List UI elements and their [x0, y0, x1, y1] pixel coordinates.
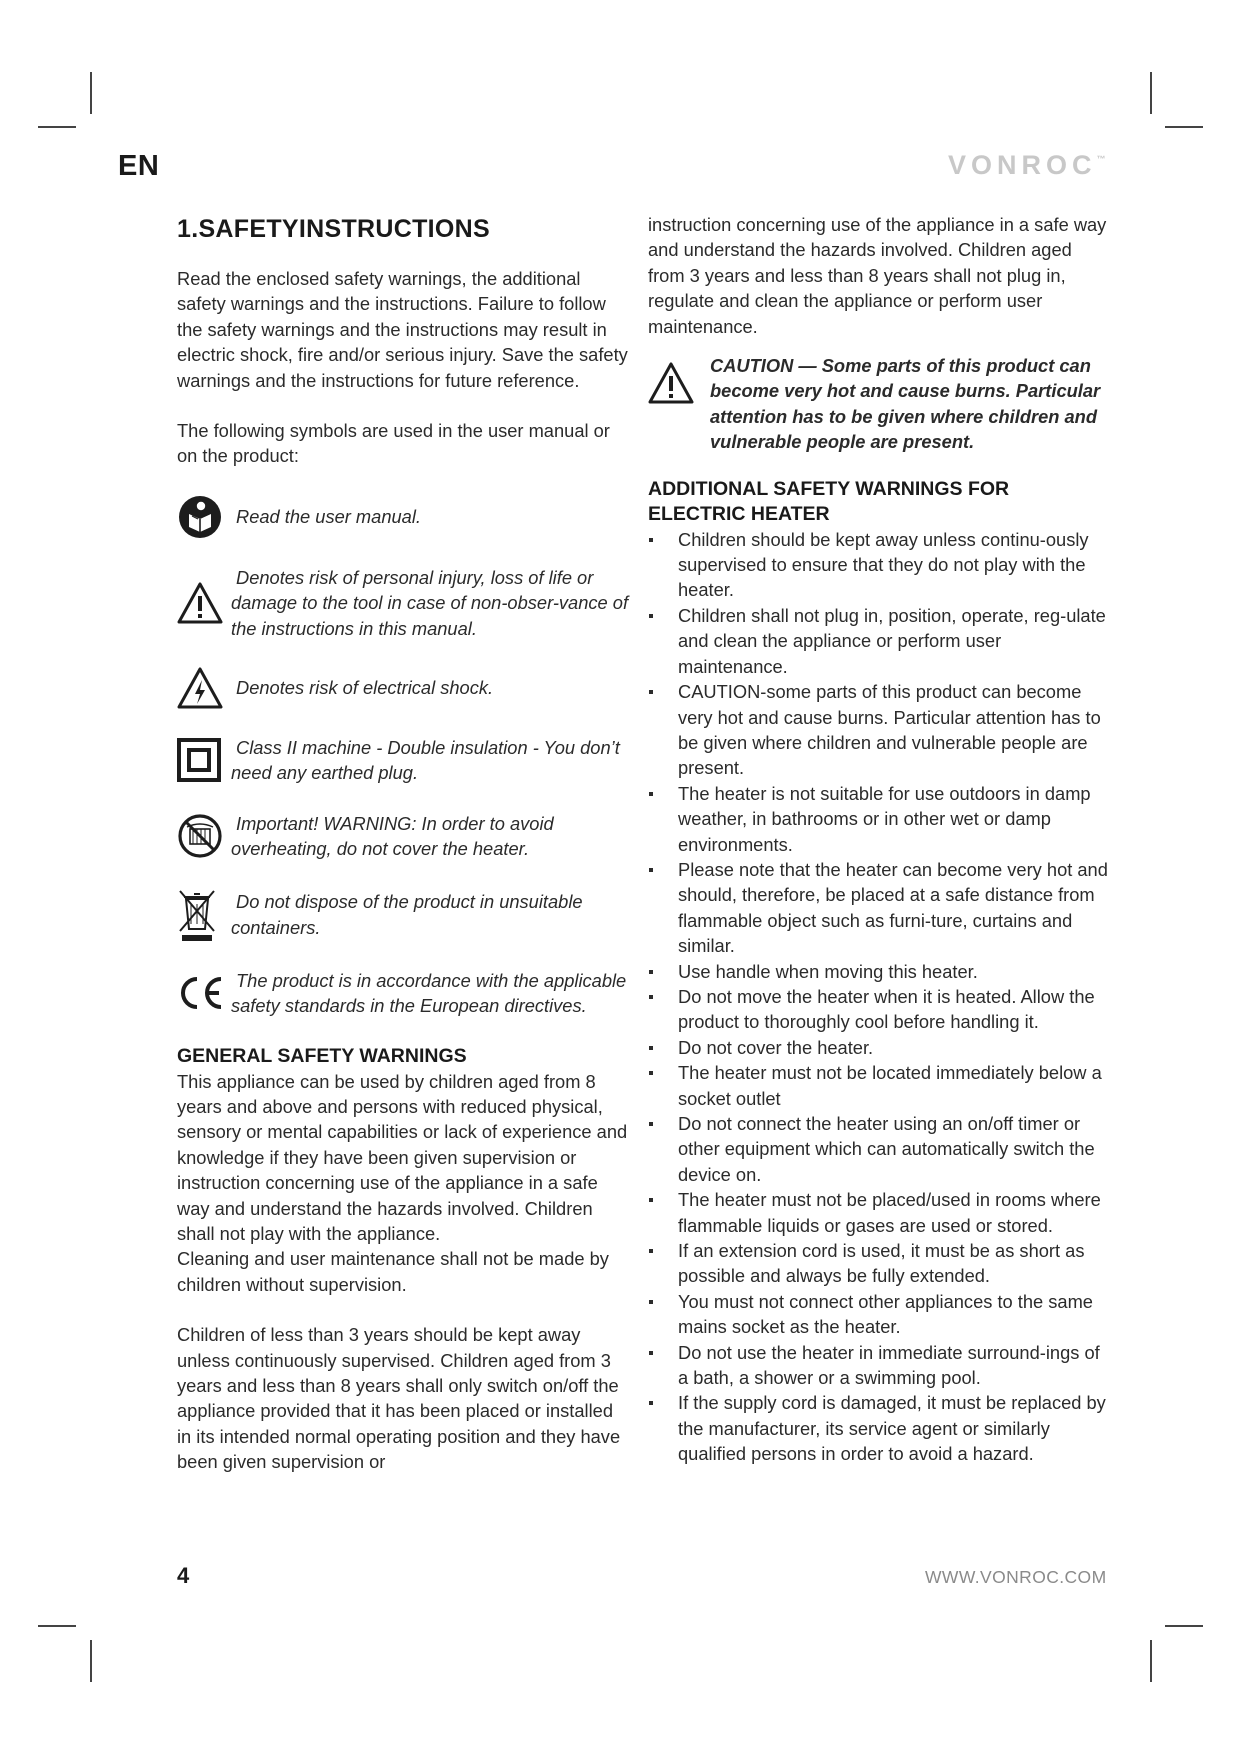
intro-paragraph: Read the enclosed safety warnings, the additional safety warnings and the instructions. Failure to follow the safety warnings and the instructions may result in electric shock, fire and/or serious injury. Save the safety warnings and the instructions for future reference.	[177, 268, 628, 391]
list-item: Children should be kept away unless continu-ously supervised to ensure that they do not play with the heater.	[648, 527, 1108, 603]
read-manual-icon	[177, 494, 223, 540]
symbol-text: Read the user manual.	[236, 506, 421, 528]
crop-mark	[38, 1625, 76, 1627]
class-ii-icon	[177, 738, 221, 782]
list-item: Do not connect the heater using an on/off timer or other equipment which can automatically switch the device on.	[648, 1111, 1108, 1187]
crop-mark	[90, 1640, 92, 1682]
symbol-text: The product is in accordance with the applicable safety standards in the European directives.	[231, 969, 627, 1017]
list-item: Children shall not plug in, position, operate, reg-ulate and clean the appliance or perform user maintenance.	[648, 603, 1108, 679]
symbol-row	[177, 811, 632, 862]
ce-mark-icon	[177, 975, 225, 1011]
continued-paragraph: instruction concerning use of the appliance in a safe way and understand the hazards involved. Children aged from 3 years and less than 8 years shall not plug in, regulate and clean the appliance or perform user maintenance.	[648, 214, 1107, 337]
list-item: If an extension cord is used, it must be as short as possible and always be fully extended.	[648, 1238, 1108, 1289]
caution-text: CAUTION — Some parts of this product can become very hot and cause burns. Particular attention has to be given where children and vulnerable people are present.	[710, 355, 1101, 453]
left-column	[177, 212, 632, 1475]
general-heading: GENERAL SAFETY WARNINGS	[177, 1044, 467, 1067]
electric-shock-icon	[177, 666, 223, 710]
page-number: 4	[177, 1563, 190, 1588]
list-item: The heater is not suitable for use outdoors in damp weather, in bathrooms or in other wet or damp environments.	[648, 781, 1108, 857]
website-link[interactable]: WWW.VONROC.COM	[925, 1567, 1107, 1587]
symbol-row	[177, 735, 632, 786]
symbol-text: Do not dispose of the product in unsuitable containers.	[231, 891, 583, 938]
symbols-intro: The following symbols are used in the user manual or on the product:	[177, 420, 610, 467]
crop-mark	[1165, 1625, 1203, 1627]
symbol-row	[177, 968, 632, 1019]
language-code: EN	[118, 150, 160, 182]
symbol-row	[177, 887, 632, 943]
brand-logo: VONROC™	[948, 150, 1106, 180]
symbol-text: Class II machine - Double insulation - You don’t need any earthed plug.	[231, 737, 620, 784]
symbol-row	[177, 494, 632, 540]
crop-mark	[1150, 1640, 1152, 1682]
list-item: Do not move the heater when it is heated. Allow the product to thoroughly cool before handling it.	[648, 984, 1108, 1035]
list-item: Use handle when moving this heater.	[648, 959, 1108, 984]
list-item: Do not use the heater in immediate surround-ings of a bath, a shower or a swimming pool.	[648, 1340, 1108, 1391]
crop-mark	[38, 126, 76, 128]
list-item: Please note that the heater can become very hot and should, therefore, be placed at a safe distance from flammable object such as furni-ture, curtains and similar.	[648, 857, 1108, 959]
additional-warnings-list	[648, 527, 1108, 1467]
crop-mark	[1150, 72, 1152, 114]
symbol-row	[177, 565, 632, 641]
right-column	[648, 212, 1108, 1467]
list-item: The heater must not be placed/used in rooms where flammable liquids or gases are used or stored.	[648, 1187, 1108, 1238]
symbol-text: Important! WARNING: In order to avoid overheating, do not cover the heater.	[231, 812, 554, 860]
list-item: Do not cover the heater.	[648, 1035, 1108, 1060]
list-item: If the supply cord is damaged, it must be replaced by the manufacturer, its service agent or similarly qualified persons in order to avoid a hazard.	[648, 1390, 1108, 1466]
do-not-cover-icon	[177, 813, 223, 859]
warning-triangle-icon	[177, 581, 223, 625]
symbol-text: Denotes risk of electrical shock.	[236, 677, 494, 699]
general-paragraph: Children of less than 3 years should be kept away unless continuously supervised. Children aged from 3 years and less than 8 years shall only switch on/off the appliance provided that it has been placed or installed in its intended normal operating position and they have been given supervision or	[177, 1324, 621, 1473]
section-title: 1.SAFETYINSTRUCTIONS	[177, 215, 490, 243]
caution-icon	[648, 361, 694, 405]
additional-heading: ADDITIONAL SAFETY WARNINGS FOR ELECTRIC HEATER	[648, 477, 1010, 525]
list-item: You must not connect other appliances to the same mains socket as the heater.	[648, 1289, 1108, 1340]
crop-mark	[1165, 126, 1203, 128]
symbol-text: Denotes risk of personal injury, loss of life or damage to the tool in case of non-obser-vance of the instructions in this manual.	[231, 566, 629, 639]
list-item: CAUTION-some parts of this product can become very hot and cause burns. Particular attention has to be given where children and vulnerable people are present.	[648, 679, 1108, 781]
crop-mark	[90, 72, 92, 114]
symbol-row	[177, 666, 632, 710]
caution-block	[648, 353, 1108, 455]
list-item: The heater must not be located immediately below a socket outlet	[648, 1060, 1108, 1111]
general-paragraph: This appliance can be used by children aged from 8 years and above and persons with reduced physical, sensory or mental capabilities or lack of experience and knowledge if they have been given supervision or instruction concerning use of the appliance in a safe way and understand the hazards involved. Children shall not play with the appliance.	[177, 1070, 628, 1244]
weee-bin-icon	[177, 887, 217, 943]
general-paragraph: Cleaning and user maintenance shall not be made by children without supervision.	[177, 1248, 609, 1295]
